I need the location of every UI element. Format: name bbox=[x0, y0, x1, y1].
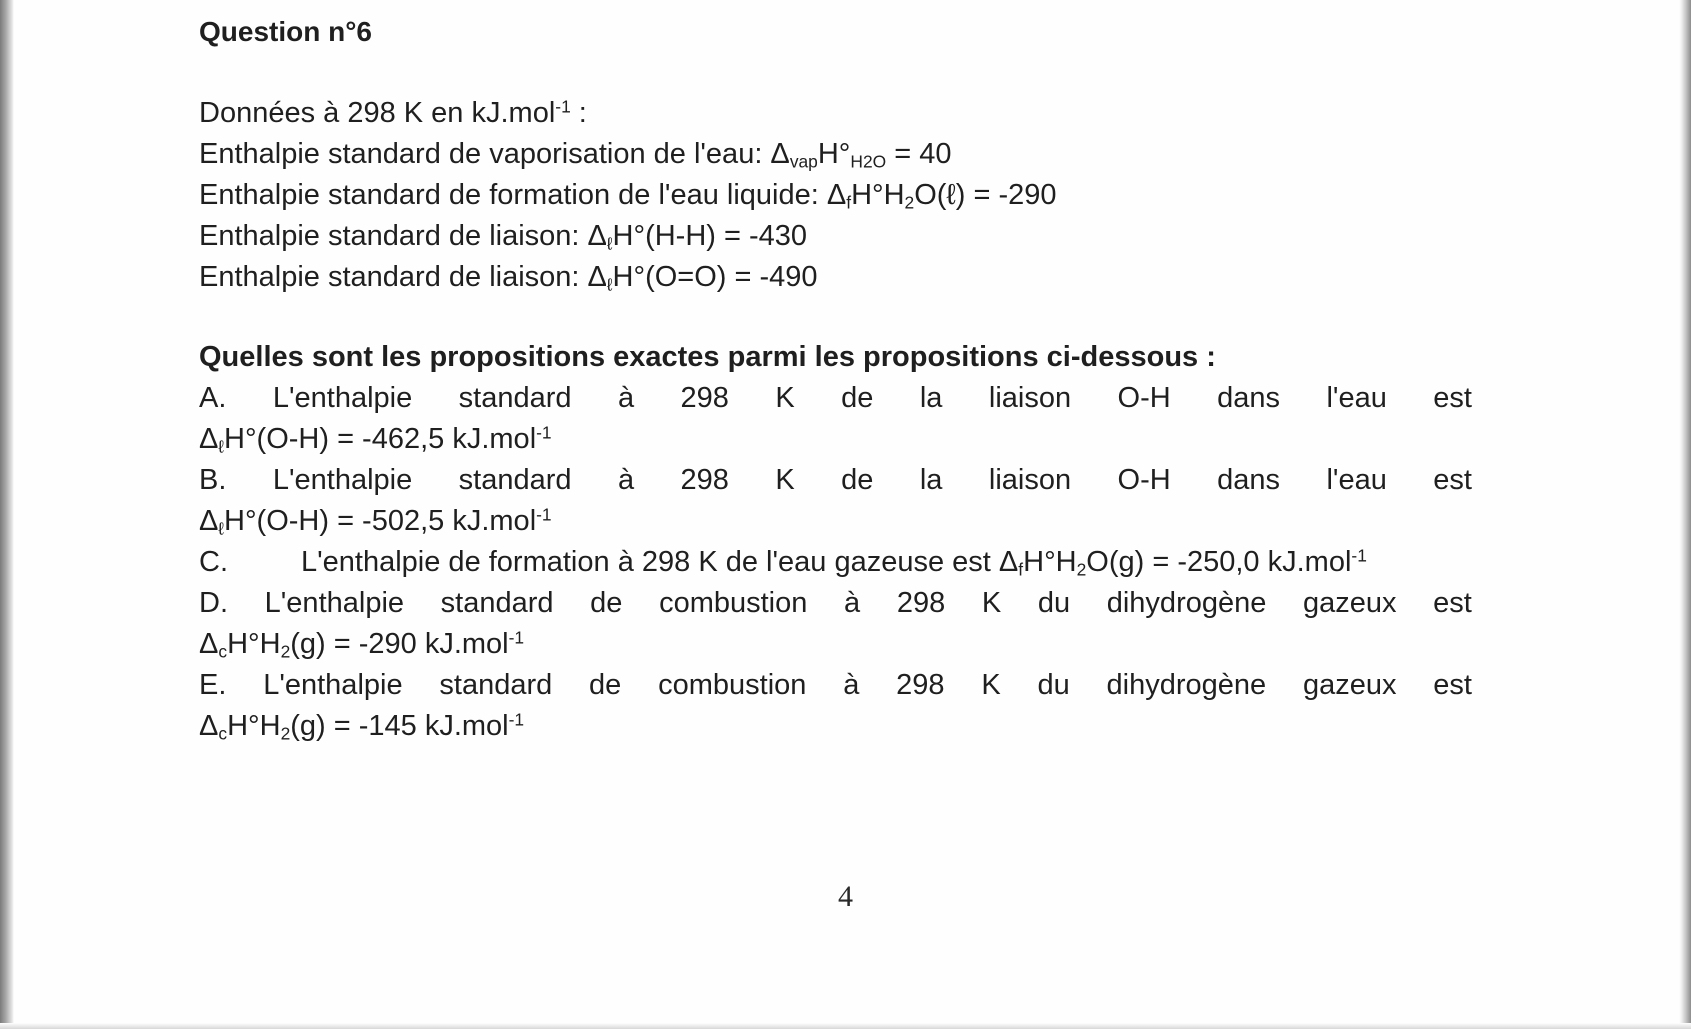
proposition-a-word: de bbox=[841, 382, 874, 414]
proposition-b-word: l'eau bbox=[1326, 464, 1387, 496]
proposition-b-word: à bbox=[617, 464, 635, 496]
proposition-e-word: standard bbox=[439, 669, 553, 701]
data-line-liaison-hh-label: Enthalpie standard de liaison: $\Delta_\ell H^\circ(H-H) = -430$ bbox=[199, 220, 808, 254]
proposition-d bbox=[199, 583, 1472, 665]
proposition-a-word: est bbox=[1433, 382, 1472, 414]
data-line-liaison-hh bbox=[199, 216, 807, 257]
proposition-c bbox=[199, 542, 1472, 583]
proposition-e-word: 298 bbox=[896, 669, 945, 701]
proposition-a-word: K bbox=[775, 382, 795, 414]
proposition-a-word: 298 bbox=[680, 382, 729, 414]
proposition-a-continuation: $\Delta_\ell H^\circ(O-H) = -462,5$ kJ.mol$^{-1}$ bbox=[199, 422, 552, 457]
data-header-text: Données à 298 K en kJ.mol bbox=[199, 97, 556, 129]
proposition-d-word: standard bbox=[440, 587, 554, 619]
data-header bbox=[199, 93, 587, 134]
proposition-b-word: standard bbox=[458, 464, 572, 496]
proposition-b-word: 298 bbox=[680, 464, 729, 496]
proposition-d-word: à bbox=[844, 587, 861, 619]
proposition-a-text bbox=[199, 378, 1472, 419]
proposition-e-word: est bbox=[1433, 669, 1472, 701]
proposition-b-word: est bbox=[1433, 464, 1472, 496]
proposition-d-letter: D. bbox=[199, 587, 228, 619]
proposition-b-text bbox=[199, 460, 1472, 501]
proposition-d-word: gazeux bbox=[1303, 587, 1397, 619]
proposition-b-word: dans bbox=[1217, 464, 1281, 496]
proposition-a-word: O-H bbox=[1117, 382, 1171, 414]
proposition-b-word: la bbox=[919, 464, 943, 496]
proposition-b-continuation: $\Delta_\ell H^\circ(O-H) = -502,5$ kJ.mol$^{-1}$ bbox=[199, 504, 552, 539]
data-line-formation bbox=[199, 175, 1057, 216]
data-line-liaison-oo bbox=[199, 257, 818, 298]
proposition-d-word: de bbox=[590, 587, 623, 619]
proposition-e-word: à bbox=[843, 669, 860, 701]
proposition-e-letter: E. bbox=[199, 669, 227, 701]
proposition-a-word: L'enthalpie bbox=[272, 382, 413, 414]
scan-left-edge-shadow bbox=[0, 0, 14, 1029]
proposition-d-word: L'enthalpie bbox=[264, 587, 405, 619]
scan-right-edge-shadow bbox=[1679, 0, 1691, 1029]
proposition-b bbox=[199, 460, 1472, 542]
proposition-e-word: K bbox=[981, 669, 1001, 701]
page-number: 4 bbox=[838, 880, 853, 913]
proposition-a-word: liaison bbox=[988, 382, 1072, 414]
proposition-d-word: du bbox=[1037, 587, 1071, 619]
data-line-vaporisation-label: Enthalpie standard de vaporisation de l'eau: $\Delta_{vap}H^\circ_{H2O} = 40$ bbox=[199, 138, 952, 172]
proposition-c-letter: C. bbox=[199, 546, 228, 578]
proposition-d-word: combustion bbox=[659, 587, 808, 619]
proposition-b-word: liaison bbox=[988, 464, 1072, 496]
proposition-a-word: l'eau bbox=[1326, 382, 1387, 414]
proposition-e-continuation: $\Delta_cH^\circ H_2(g) = -145$ kJ.mol$^{-1}$ bbox=[199, 709, 525, 744]
proposition-b-word: O-H bbox=[1117, 464, 1171, 496]
proposition-e-word: gazeux bbox=[1302, 669, 1397, 701]
data-line-liaison-oo-label: Enthalpie standard de liaison: $\Delta_\ell H^\circ(O=O) = -490$ bbox=[199, 261, 818, 295]
proposition-a-word: standard bbox=[458, 382, 572, 414]
proposition-a-letter: A. bbox=[199, 382, 227, 414]
proposition-d-continuation: $\Delta_cH^\circ H_2(g) = -290$ kJ.mol$^{-1}$ bbox=[199, 627, 525, 662]
data-header-unit-exponent: -1 bbox=[555, 96, 571, 117]
proposition-b-letter: B. bbox=[199, 464, 227, 496]
proposition-d-word: 298 bbox=[896, 587, 946, 619]
proposition-a-word: dans bbox=[1217, 382, 1281, 414]
data-line-vaporisation bbox=[199, 134, 951, 175]
question-prompt: Quelles sont les propositions exactes parmi les propositions ci-dessous : bbox=[199, 341, 1216, 373]
proposition-b-word: K bbox=[775, 464, 795, 496]
data-line-formation-label: Enthalpie standard de formation de l'eau liquide: $\Delta_fH^\circ H_2O(\ell) = -290$ bbox=[199, 179, 1057, 213]
proposition-d-word: K bbox=[981, 587, 1002, 619]
proposition-a bbox=[199, 378, 1472, 460]
proposition-c-body: L'enthalpie de formation à 298 K de l'eau gazeuse est $\Delta_fH^\circ H_2O(g) = -250,0$ kJ.mol$^{-1}$ bbox=[301, 545, 1367, 580]
proposition-d-word: est bbox=[1433, 587, 1472, 619]
proposition-e-word: de bbox=[589, 669, 622, 701]
question-title: Question n°6 bbox=[199, 16, 372, 47]
proposition-e-word: du bbox=[1037, 669, 1070, 701]
proposition-d-text bbox=[199, 583, 1472, 624]
proposition-e-word: L'enthalpie bbox=[263, 669, 403, 701]
proposition-e-word: combustion bbox=[658, 669, 807, 701]
proposition-e-text bbox=[199, 665, 1472, 706]
proposition-e bbox=[199, 665, 1472, 747]
scan-bottom-edge-shadow bbox=[0, 1023, 1691, 1029]
proposition-e-word: dihydrogène bbox=[1106, 669, 1267, 701]
proposition-b-word: L'enthalpie bbox=[272, 464, 413, 496]
proposition-a-word: la bbox=[919, 382, 943, 414]
proposition-d-word: dihydrogène bbox=[1106, 587, 1267, 619]
data-header-suffix: : bbox=[570, 97, 587, 129]
proposition-a-word: à bbox=[617, 382, 635, 414]
proposition-b-word: de bbox=[841, 464, 874, 496]
proposition-c-text bbox=[199, 542, 1472, 583]
